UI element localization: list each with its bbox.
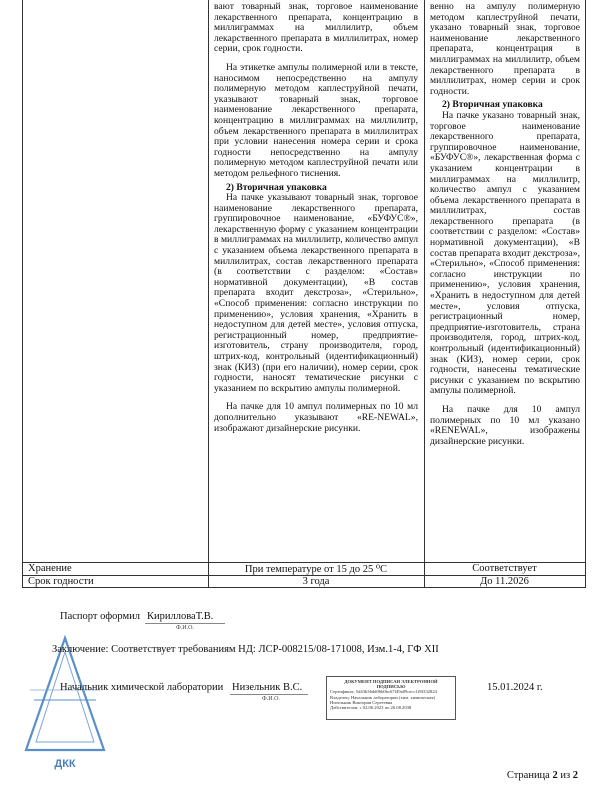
row-storage-requirement: При температуре от 15 до 25 ⁰С — [244, 564, 388, 575]
specification-table — [22, 0, 586, 588]
lab-head-title: Начальник химической лаборатории — [60, 682, 224, 693]
mid-paragraph-3: На пачке указывают товарный знак, торговое наименование лекарственного препарата, группировочное наименование, «БУФУС®», лекарственную форму с указанием концентрации в миллиграммах на миллилитр, количество ампул с указанием объема лекарственного препарата в миллилитрах, состав лекарственного препарата (в соответствии с разделом: «Состав» нормативной документации), «В состав препарата входит декстроза», «Стерильно», «Способ применения: согласно инструкции по применению», условия хранения, «Хранить в недоступном для детей месте», условия отпуска, регистрационный номер, предприятие-изготовитель, страну производителя, город, штрих-код, контрольный (идентификационный) знак (КИЗ) (при его наличии), номер серии, срок годности, наносят тематические рисунки с указанием по вскрытию ампулы полимерной. — [214, 192, 418, 394]
lab-head-signature-line — [230, 694, 308, 695]
mid-paragraph-4: На пачке для 10 ампул полимерных по 10 мл дополнительно указывают «RE-NEWAL», изображают дизайнерские рисунки. — [214, 401, 418, 434]
right-paragraph-1: венно на ампулу полимерную методом каплеструйной печати, указано товарный знак, торговое наименование лекарственного препарата, концентрация в миллиграммах на миллилитр, объем лекарственного препарата в миллилитрах, номер серии и срок годности. — [430, 1, 580, 97]
sig-name: Низельник Виктория Сергеевна — [330, 699, 393, 705]
electronic-signature-box — [326, 676, 456, 720]
lab-head-fio-caption: Ф.И.О. — [262, 696, 280, 702]
table-border-left — [22, 0, 23, 588]
table-divider-2 — [424, 0, 425, 588]
row-storage-result: Соответствует — [472, 563, 537, 574]
passport-signature-line — [145, 623, 225, 624]
table-divider-1 — [208, 0, 209, 588]
page-number — [507, 770, 578, 781]
sig-valid: Действителен: с 02.06.2023 по 26.08.2038 — [330, 705, 412, 711]
passport-author-name: КирилловаТ.В. — [147, 611, 214, 622]
row-shelf-life-requirement: 3 года — [302, 576, 330, 587]
passport-label: Паспорт оформил — [60, 611, 140, 622]
sig-title: ДОКУМЕНТ ПОДПИСАН ЭЛЕКТРОННОЙ ПОДПИСЬЮ — [344, 679, 438, 690]
page-current: 2 — [552, 770, 558, 781]
passport-fio-caption: Ф.И.О. — [176, 625, 194, 631]
sig-owner: Владелец: Начальник лаборатории (хим. химическая) — [330, 694, 435, 700]
row-line-3 — [22, 587, 586, 588]
right-paragraph-3: На пачке для 10 ампул полимерных по 10 мл указано «RENEWAL», изображены дизайнерские рисунки. — [430, 403, 580, 447]
requirements-column — [214, 2, 418, 434]
mid-paragraph-2: На этикетке ампулы полимерной или в тексте, наносимом непосредственно на ампулу полимерную методом каплеструйной печати, указывают товарный знак, торговое наименование лекарственного препарата, концентрацию в миллиграммах на миллилитр, объем лекарственного препарата в миллилитрах при условии нанесения номера серии и срока годности непосредственно на ампулу полимерную методом каплеструйной печати или методом рельефного тиснения. — [214, 61, 418, 179]
page-total: 2 — [572, 770, 578, 781]
row-storage-label: Хранение — [28, 563, 72, 574]
results-column — [430, 2, 580, 447]
row-shelf-life-label: Срок годности — [28, 576, 94, 587]
sig-certificate: Сертификат: 5d43b36dd06b0bc67f49a09cecc1f8f332824 — [330, 689, 437, 695]
right-heading-secondary-pack: 2) Вторичная упаковка — [442, 99, 543, 111]
table-border-right — [585, 0, 586, 588]
row-shelf-life-result: До 11.2026 — [480, 576, 529, 587]
page-of: из — [560, 770, 571, 781]
stamp-label: ДКК — [54, 758, 76, 770]
signature-date: 15.01.2024 г. — [487, 682, 543, 693]
conclusion-text: Заключение: Соответствует требованиям НД: ЛСР-008215/08-171008, Изм.1-4, ГФ XII — [52, 644, 439, 655]
right-paragraph-2: На пачке указано товарный знак, торговое наименование лекарственного препарата, группировочное наименование, «БУФУС®», лекарственная форма с указанием концентрации в миллиграммах на миллилитр, количество ампул с указанием объема лекарственного препарата в миллилитрах, состав лекарственного препарата (в соответствии с разделом: «Состав» нормативной документации), «В состав препарата входит декстроза», «Стерильно», «Способ применения: согласно инструкции по применению», условия хранения, «Хранить в недоступном для детей месте», условия отпуска, регистрационный номер, предприятие-изготовитель, страна производителя, город, штрих-код, контрольный (идентификационный) знак (КИЗ), номер серии, срок годности, нанесены тематические рисунки с указанием по вскрытию ампулы полимерной. — [430, 109, 580, 397]
page-prefix: Страница — [506, 770, 550, 781]
lab-head-name: Низельник В.С. — [232, 682, 303, 693]
mid-paragraph-1: вают товарный знак, торговое наименование лекарственного препарата, концентрацию в миллиграммах на миллилитр, объем лекарственного препарата в миллилитрах, номер серии, срок годности. — [214, 1, 418, 55]
mid-heading-secondary-pack: 2) Вторичная упаковка — [226, 181, 327, 193]
